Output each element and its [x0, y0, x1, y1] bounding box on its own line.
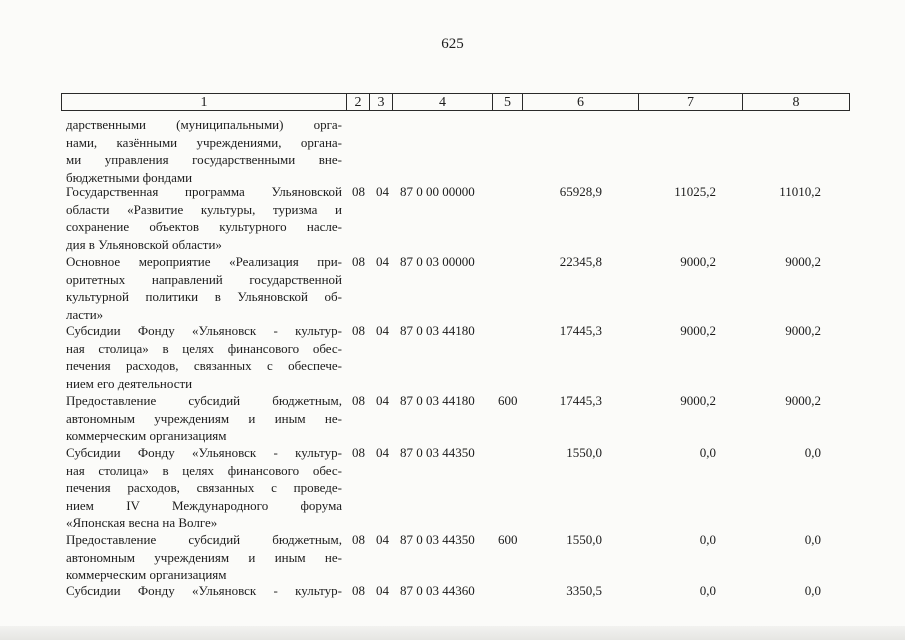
amount-col-6: 22345,8 — [559, 254, 602, 269]
header-col-3: 3 — [370, 94, 393, 110]
target-article-code: 87 0 03 44350 — [400, 532, 475, 547]
row-description — [66, 322, 342, 392]
subsection-code: 04 — [376, 323, 389, 338]
amount-col-8: 0,0 — [804, 445, 821, 460]
target-article-code: 87 0 03 44180 — [400, 323, 475, 338]
description-line: дарственными (муниципальными) орга- — [66, 117, 342, 132]
description-line: ласти» — [66, 306, 104, 322]
description-line: «Японская весна на Волге» — [66, 515, 218, 530]
amount-col-8: 0,0 — [804, 583, 821, 598]
description-line: автономным учреждениям и иным не- — [66, 410, 342, 426]
description-line: Предоставление субсидий бюджетным, — [66, 393, 342, 408]
description-line: коммерческим организациям — [66, 428, 227, 443]
target-article-code: 87 0 03 44350 — [400, 445, 475, 460]
description-line: ная столица» в целях финансового обес- — [66, 340, 342, 356]
amount-col-7: 0,0 — [699, 532, 716, 547]
description-line: Основное мероприятие «Реализация при- — [66, 254, 342, 269]
amount-col-7: 11025,2 — [674, 184, 716, 199]
row-description — [66, 116, 342, 186]
row-description — [66, 531, 342, 584]
header-col-2: 2 — [347, 94, 370, 110]
amount-col-6: 65928,9 — [559, 184, 602, 199]
target-article-code: 87 0 03 44180 — [400, 393, 475, 408]
subsection-code: 04 — [376, 254, 389, 269]
amount-col-7: 9000,2 — [680, 254, 716, 269]
section-code: 08 — [352, 323, 365, 338]
description-line: бюджетными фондами — [66, 169, 193, 185]
description-line: автономным учреждениям и иным не- — [66, 549, 342, 565]
description-line: дия в Ульяновской области» — [66, 236, 222, 252]
amount-col-8: 0,0 — [804, 532, 821, 547]
description-line: Субсидии Фонду «Ульяновск - культур- — [66, 445, 342, 460]
scan-edge — [0, 626, 905, 640]
amount-col-8: 9000,2 — [785, 393, 821, 408]
row-description — [66, 582, 342, 600]
subsection-code: 04 — [376, 583, 389, 598]
page-number: 625 — [441, 36, 464, 52]
description-line: области «Развитие культуры, туризма и — [66, 201, 342, 217]
subsection-code: 04 — [376, 445, 389, 460]
expense-type-code: 600 — [498, 393, 518, 408]
subsection-code: 04 — [376, 532, 389, 547]
amount-col-7: 9000,2 — [680, 393, 716, 408]
amount-col-8: 11010,2 — [779, 184, 821, 199]
description-line: печения расходов, связанных с обеспече- — [66, 358, 342, 373]
amount-col-7: 9000,2 — [680, 323, 716, 338]
amount-col-6: 17445,3 — [559, 393, 602, 408]
amount-col-6: 3350,5 — [566, 583, 602, 598]
description-line: ная столица» в целях финансового обес- — [66, 462, 342, 478]
description-line: сохранение объектов культурного насле- — [66, 219, 342, 234]
row-description — [66, 183, 342, 253]
header-col-7: 7 — [639, 94, 743, 110]
subsection-code: 04 — [376, 184, 389, 199]
description-line: Субсидии Фонду «Ульяновск - культур- — [66, 583, 342, 598]
description-line: Субсидии Фонду «Ульяновск - культур- — [66, 323, 342, 338]
target-article-code: 87 0 03 44360 — [400, 583, 475, 598]
amount-col-7: 0,0 — [699, 583, 716, 598]
description-line: Государственная программа Ульяновской — [66, 184, 342, 199]
amount-col-6: 1550,0 — [566, 445, 602, 460]
description-line: нием IV Международного форума — [66, 497, 342, 513]
target-article-code: 87 0 00 00000 — [400, 184, 475, 199]
description-line: ми управления государственными вне- — [66, 152, 342, 167]
header-col-6: 6 — [523, 94, 639, 110]
description-line: нами, казёнными учреждениями, органа- — [66, 134, 342, 150]
expense-type-code: 600 — [498, 532, 518, 547]
section-code: 08 — [352, 393, 365, 408]
description-line: культурной политики в Ульяновской об- — [66, 289, 342, 304]
header-col-5: 5 — [493, 94, 523, 110]
row-description — [66, 253, 342, 323]
description-line: коммерческим организациям — [66, 567, 227, 582]
table-header-row — [61, 93, 850, 111]
description-line: нием его деятельности — [66, 375, 193, 391]
amount-col-6: 1550,0 — [566, 532, 602, 547]
target-article-code: 87 0 03 00000 — [400, 254, 475, 269]
row-description — [66, 444, 342, 532]
amount-col-8: 9000,2 — [785, 323, 821, 338]
section-code: 08 — [352, 184, 365, 199]
description-line: оритетных направлений государственной — [66, 271, 342, 287]
header-col-4: 4 — [393, 94, 493, 110]
row-description — [66, 392, 342, 445]
section-code: 08 — [352, 254, 365, 269]
section-code: 08 — [352, 445, 365, 460]
header-col-8: 8 — [792, 95, 800, 110]
subsection-code: 04 — [376, 393, 389, 408]
section-code: 08 — [352, 583, 365, 598]
amount-col-8: 9000,2 — [785, 254, 821, 269]
header-col-1: 1 — [62, 94, 347, 110]
description-line: печения расходов, связанных с проведе- — [66, 480, 342, 495]
section-code: 08 — [352, 532, 365, 547]
amount-col-7: 0,0 — [699, 445, 716, 460]
amount-col-6: 17445,3 — [559, 323, 602, 338]
description-line: Предоставление субсидий бюджетным, — [66, 532, 342, 547]
